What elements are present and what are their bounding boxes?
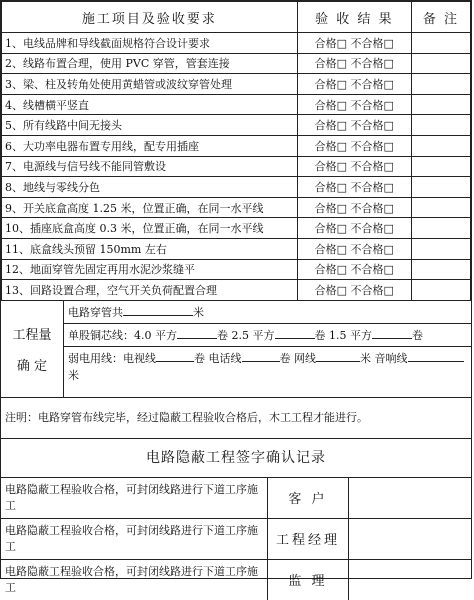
item-text: 2、线路布置合理，使用 PVC 穿管，管套连接	[2, 53, 298, 74]
item-text: 13、回路设置合理，空气开关负荷配置合理	[2, 280, 298, 301]
item-result-checkboxes[interactable]: 合格□ 不合格□	[297, 53, 411, 74]
checklist-row	[2, 74, 471, 95]
quantity-label	[1, 301, 64, 397]
items-header: 施工项目及验收要求	[2, 2, 298, 33]
item-text: 10、插座底盒高度 0.3 米，位置正确，在同一水平线	[2, 218, 298, 239]
item-remark[interactable]	[411, 94, 470, 115]
phone-cable-blank[interactable]	[242, 349, 280, 362]
copper-blank-1-5[interactable]	[372, 326, 412, 339]
signature-row	[1, 560, 471, 600]
tv-cable-blank[interactable]	[156, 349, 194, 362]
item-remark[interactable]	[411, 115, 470, 136]
item-result-checkboxes[interactable]: 合格□ 不合格□	[297, 259, 411, 280]
item-result-checkboxes[interactable]: 合格□ 不合格□	[297, 135, 411, 156]
checklist-row	[2, 197, 471, 218]
item-result-checkboxes[interactable]: 合格□ 不合格□	[297, 280, 411, 301]
weak-current-row	[64, 347, 471, 386]
weak-end: 米	[68, 368, 79, 382]
signature-rows	[1, 478, 471, 600]
copper-roll-3: 卷	[412, 328, 423, 342]
item-result-checkboxes[interactable]: 合格□ 不合格□	[297, 197, 411, 218]
item-result-checkboxes[interactable]: 合格□ 不合格□	[297, 74, 411, 95]
checklist-row	[2, 280, 471, 301]
item-remark[interactable]	[411, 135, 470, 156]
item-text: 9、开关底盒高度 1.25 米，位置正确，在同一水平线	[2, 197, 298, 218]
signature-statement: 电路隐蔽工程验收合格，可封闭线路进行下道工序施工	[1, 478, 268, 518]
checklist-row	[2, 33, 471, 54]
item-result-checkboxes[interactable]: 合格□ 不合格□	[297, 94, 411, 115]
signature-field[interactable]	[349, 478, 471, 518]
item-remark[interactable]	[411, 197, 470, 218]
item-result-checkboxes[interactable]: 合格□ 不合格□	[297, 33, 411, 54]
signature-field[interactable]	[349, 519, 471, 559]
item-result-checkboxes[interactable]: 合格□ 不合格□	[297, 156, 411, 177]
checklist-row	[2, 259, 471, 280]
checklist-row	[2, 53, 471, 74]
quantity-label-top: 工程量	[12, 327, 52, 343]
item-text: 6、大功率电器布置专用线，配专用插座	[2, 135, 298, 156]
item-text: 12、地面穿管先固定再用水泥沙浆缝平	[2, 259, 298, 280]
signature-field[interactable]	[349, 560, 471, 600]
quantity-section	[1, 301, 471, 398]
checklist-row	[2, 135, 471, 156]
item-remark[interactable]	[411, 33, 470, 54]
item-text: 5、所有线路中间无接头	[2, 115, 298, 136]
conduit-prefix: 电路穿管共	[68, 305, 123, 319]
network-cable-blank[interactable]	[316, 349, 360, 362]
copper-blank-4[interactable]	[177, 326, 217, 339]
signature-role: 工程经理	[268, 519, 349, 559]
results-header: 验 收 结 果	[297, 2, 411, 33]
weak-audio: 米 音响线	[360, 351, 408, 365]
weak-net: 卷 网线	[279, 351, 316, 365]
copper-row	[64, 324, 471, 347]
copper-roll-1: 卷 2.5 平方	[217, 328, 275, 342]
conduit-row	[64, 301, 471, 324]
quantity-label-bottom: 确 定	[16, 358, 48, 374]
item-remark[interactable]	[411, 74, 470, 95]
signature-statement: 电路隐蔽工程验收合格，可封闭线路进行下道工序施工	[1, 519, 268, 559]
item-text: 1、电线品牌和导线截面规格符合设计要求	[2, 33, 298, 54]
conduit-blank[interactable]	[123, 303, 193, 316]
item-remark[interactable]	[411, 218, 470, 239]
checklist-row	[2, 218, 471, 239]
checklist-row	[2, 115, 471, 136]
item-result-checkboxes[interactable]: 合格□ 不合格□	[297, 238, 411, 259]
checklist-row	[2, 177, 471, 198]
audio-cable-blank[interactable]	[408, 349, 464, 362]
item-remark[interactable]	[411, 156, 470, 177]
copper-roll-2: 卷 1.5 平方	[314, 328, 372, 342]
signature-row	[1, 478, 471, 519]
item-text: 4、线槽横平竖直	[2, 94, 298, 115]
conduit-unit: 米	[193, 305, 204, 319]
checklist-table	[1, 1, 471, 301]
item-result-checkboxes[interactable]: 合格□ 不合格□	[297, 177, 411, 198]
checklist-row	[2, 156, 471, 177]
item-text: 11、底盒线头预留 150mm 左右	[2, 238, 298, 259]
signature-statement: 电路隐蔽工程验收合格，可封闭线路进行下道工序施工	[1, 560, 268, 600]
item-remark[interactable]	[411, 53, 470, 74]
checklist-header	[2, 2, 471, 33]
signature-row	[1, 519, 471, 560]
checklist-row	[2, 238, 471, 259]
copper-blank-2-5[interactable]	[275, 326, 315, 339]
item-text: 3、梁、柱及转角处使用黄蜡管或波纹穿管处理	[2, 74, 298, 95]
weak-prefix: 弱电用线：电视线	[68, 351, 156, 365]
item-text: 8、地线与零线分色	[2, 177, 298, 198]
item-result-checkboxes[interactable]: 合格□ 不合格□	[297, 218, 411, 239]
item-result-checkboxes[interactable]: 合格□ 不合格□	[297, 115, 411, 136]
item-text: 7、电源线与信号线不能同管敷设	[2, 156, 298, 177]
signature-title: 电路隐蔽工程签字确认记录	[1, 439, 471, 478]
item-remark[interactable]	[411, 177, 470, 198]
signature-role: 客 户	[268, 478, 349, 518]
item-remark[interactable]	[411, 280, 470, 301]
copper-prefix: 单股铜芯线：4.0 平方	[68, 328, 177, 342]
weak-roll: 卷 电话线	[194, 351, 242, 365]
item-remark[interactable]	[411, 259, 470, 280]
signature-role: 监 理	[268, 560, 349, 600]
checklist-row	[2, 94, 471, 115]
item-remark[interactable]	[411, 238, 470, 259]
note-line: 注明：电路穿管布线完毕，经过隐蔽工程验收合格后，木工工程才能进行。	[1, 398, 471, 439]
quantity-body	[64, 301, 471, 397]
remarks-header: 备 注	[411, 2, 470, 33]
